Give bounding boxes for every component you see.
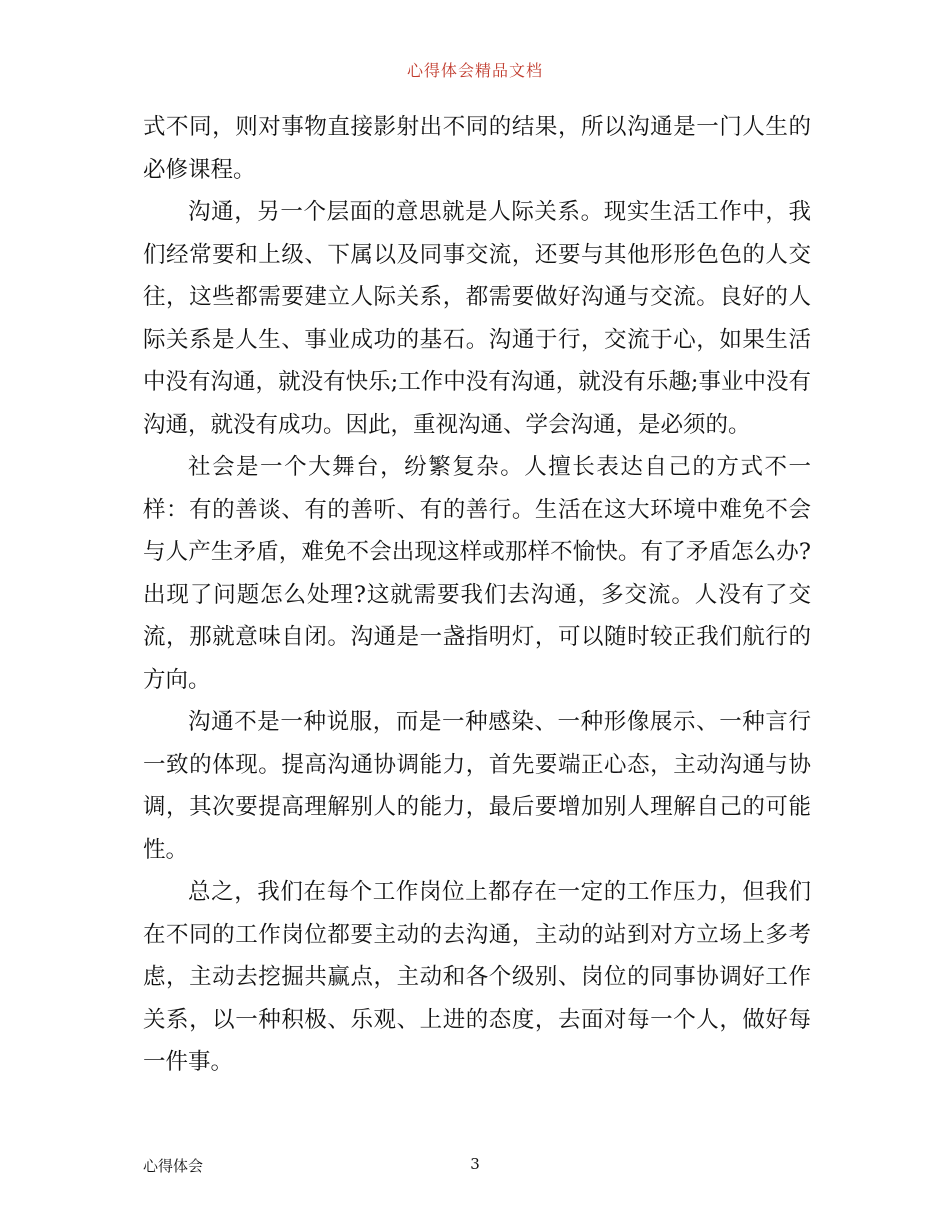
document-body xyxy=(143,106,811,1084)
paragraph: 总之，我们在每个工作岗位上都存在一定的工作压力，但我们在不同的工作岗位都要主动的去沟通，主动的站到对方立场上多考虑，主动去挖掘共赢点，主动和各个级别、岗位的同事协调好工作关系，以一种积极、乐观、上进的态度，去面对每一个人，做好每一件事。 xyxy=(143,879,811,1075)
footer-label: 心得体会 xyxy=(143,1157,204,1175)
paragraph: 社会是一个大舞台，纷繁复杂。人擅长表达自己的方式不一样：有的善谈、有的善听、有的善行。生活在这大环境中难免不会与人产生矛盾，难免不会出现这样或那样不愉快。有了矛盾怎么办?出现了问题怎么处理?这就需要我们去沟通，多交流。人没有了交流，那就意味自闭。沟通是一盏指明灯，可以随时较正我们航行的方向。 xyxy=(143,454,811,693)
page-header-title: 心得体会精品文档 xyxy=(406,61,543,80)
paragraph-continued: 式不同，则对事物直接影射出不同的结果，所以沟通是一门人生的必修课程。 xyxy=(143,114,811,183)
paragraph: 沟通不是一种说服，而是一种感染、一种形像展示、一种言行一致的体现。提高沟通协调能力，首先要端正心态，主动沟通与协调，其次要提高理解别人的能力，最后要增加别人理解自己的可能性。 xyxy=(143,709,811,863)
paragraph: 沟通，另一个层面的意思就是人际关系。现实生活工作中，我们经常要和上级、下属以及同事交流，还要与其他形形色色的人交往，这些都需要建立人际关系，都需要做好沟通与交流。良好的人际关系是人生、事业成功的基石。沟通于行，交流于心，如果生活中没有沟通，就没有快乐;工作中没有沟通，就没有乐趣;事业中没有沟通，就没有成功。因此，重视沟通、学会沟通，是必须的。 xyxy=(143,199,811,438)
page-number: 3 xyxy=(470,1155,480,1173)
